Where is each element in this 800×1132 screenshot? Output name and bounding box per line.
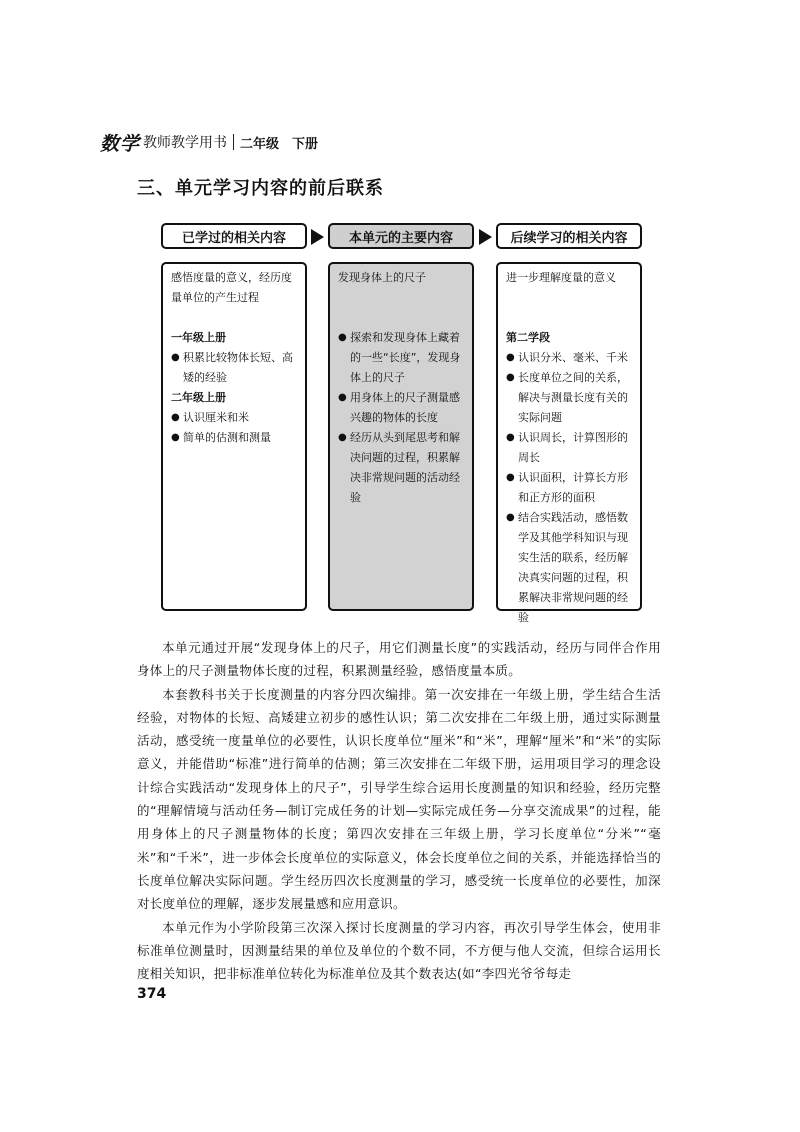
column-future	[496, 262, 642, 624]
body-text	[137, 636, 661, 985]
list-item: ● 用身体上的尺子测量感兴趣的物体的长度	[338, 388, 464, 428]
list-item: ● 积累比较物体长短、高矮的经验	[171, 348, 297, 388]
list-item: ● 结合实践活动，感悟数学及其他学科知识与现实生活的联系，经历解决真实问题的过程，积累解决非常规问题的经验	[506, 508, 632, 628]
bullet-icon: ●	[506, 512, 515, 523]
bullet-icon: ●	[338, 432, 347, 443]
bullet-icon: ●	[506, 472, 515, 483]
list-item: ● 长度单位之间的关系，解决与测量长度有关的实际问题	[506, 368, 632, 428]
list-item: ● 认识面积，计算长方形和正方形的面积	[506, 468, 632, 508]
list-item: ● 简单的估测和测量	[171, 428, 297, 448]
running-header	[100, 130, 318, 154]
column-current-unit	[328, 262, 474, 611]
bullet-icon: ●	[338, 332, 347, 343]
list-item: ● 经历从头到尾思考和解决问题的过程，积累解决非常规问题的活动经验	[338, 428, 464, 508]
page-number: 374	[137, 986, 167, 1002]
bullet-icon: ●	[171, 432, 180, 443]
list-item: ● 认识厘米和米	[171, 408, 297, 428]
list-item: ● 认识周长，计算图形的周长	[506, 428, 632, 468]
learned-intro: 感悟度量的意义，经历度量单位的产生过程	[171, 271, 292, 304]
future-intro: 进一步理解度量的意义	[506, 271, 616, 284]
paragraph: 本单元通过开展“发现身体上的尺子，用它们测量长度”的实践活动，经历与同伴合作用身体上的尺子测量物体长度的过程，积累测量经验，感悟度量本质。	[137, 640, 661, 679]
heading-current-unit: 本单元的主要内容	[328, 223, 474, 249]
paragraph: 本套教科书关于长度测量的内容分四次编排。第一次安排在一年级上册，学生结合生活经验，对物体的长短、高矮建立初步的感性认识；第二次安排在二年级上册，通过实际测量活动，感受统一度量单位的必要性，认识长度单位“厘米”和“米”，理解“厘米”和“米”的实际意义，并能借助“标准”进行简单的估测；第三次安排在二年级下册，运用项目学习的理念设计综合实践活动“发现身体上的尺子”，引导学生综合运用长度测量的知识和经验，经历完整的“理解情境与活动任务—制订完成任务的计划—实际完成任务—分享交流成果”的过程，能用身体上的尺子测量物体的长度；第四次安排在三年级上册，学习长度单位“分米”“毫米”和“千米”，进一步体会长度单位的实际意义，体会长度单位之间的关系，并能选择恰当的长度单位解决实际问题。学生经历四次长度测量的学习，感受统一长度单位的必要性，加深对长度单位的理解，逐步发展量感和应用意识。	[137, 686, 661, 912]
bullet-icon: ●	[506, 372, 515, 383]
bullet-icon: ●	[171, 352, 180, 363]
bullet-icon: ●	[171, 412, 180, 423]
list-item: ● 认识分米、毫米、千米	[506, 348, 632, 368]
bullet-icon: ●	[506, 352, 515, 363]
bullet-icon: ●	[506, 432, 515, 443]
heading-future: 后续学习的相关内容	[496, 223, 642, 249]
header-divider	[233, 134, 234, 150]
book-title: 教师教学用书	[143, 135, 228, 151]
grade1-heading: 一年级上册	[171, 331, 226, 344]
right-arrow-icon	[479, 229, 492, 245]
right-arrow-icon	[311, 229, 324, 245]
bullet-icon: ●	[338, 392, 347, 403]
list-item: ● 探索和发现身体上藏着的一些“长度”，发现身体上的尺子	[338, 328, 464, 388]
grade2-heading: 二年级上册	[171, 391, 226, 404]
book-logo: 数学	[100, 132, 141, 155]
section-title: 三、单元学习内容的前后联系	[137, 178, 384, 199]
column-learned	[161, 262, 307, 611]
current-intro: 发现身体上的尺子	[338, 271, 426, 284]
stage-heading: 第二学段	[506, 331, 550, 344]
paragraph: 本单元作为小学阶段第三次深入探讨长度测量的学习内容，再次引导学生体会，使用非标准单位测量时，因测量结果的单位及单位的个数不同，不方便与他人交流，但综合运用长度相关知识，把非标准单位转化为标准单位及其个数表达(如“李四光爷爷每走	[137, 919, 661, 982]
grade-label: 二年级 下册	[240, 136, 319, 152]
heading-learned: 已学过的相关内容	[161, 223, 307, 249]
